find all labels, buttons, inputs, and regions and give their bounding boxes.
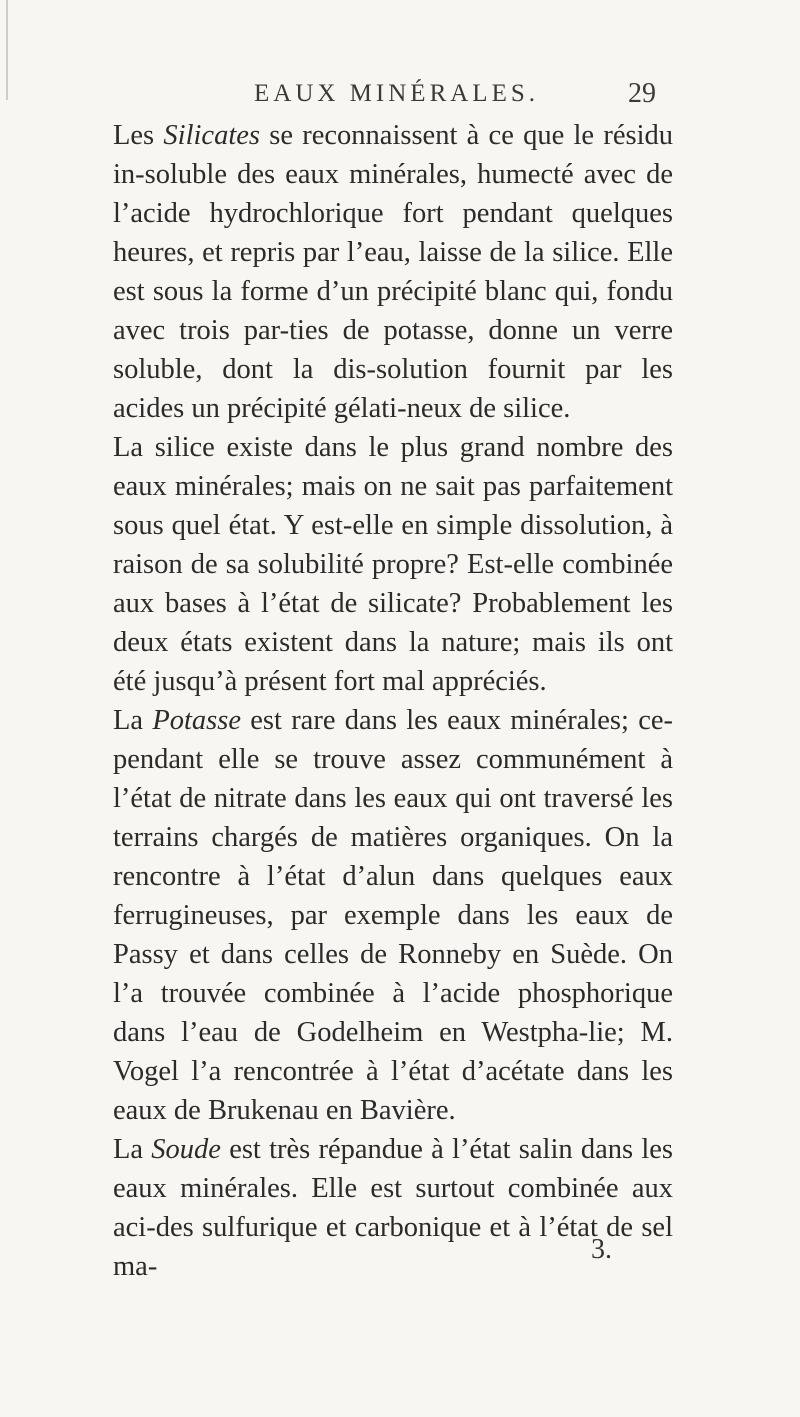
term-soude: Soude bbox=[151, 1134, 221, 1165]
body-text bbox=[113, 116, 673, 1286]
paragraph-soude: La Soude est très répandue à l’état salin dans les eaux minérales. Elle est surtout combinée aux aci-des sulfurique et carbonique et à l’état de sel ma- bbox=[113, 1134, 673, 1282]
paragraph-potasse: La Potasse est rare dans les eaux minérales; ce-pendant elle se trouve assez communément à l’état de nitrate dans les eaux qui ont traversé les terrains chargés de matières organiques. On la rencontre à l’état d’alun dans quelques eaux ferrugineuses, par exemple dans les eaux de Passy et dans celles de Ronneby en Suède. On l’a trouvée combinée à l’acide phosphorique dans l’eau de Godelheim en Westpha-lie; M. Vogel l’a rencontrée à l’état d’acétate dans les eaux de Brukenau en Bavière. bbox=[113, 705, 673, 1126]
paragraph-text: se reconnaissent à ce que le résidu in-soluble des eaux minérales, humecté avec de l’acide hydrochlorique fort pendant quelques heures, et repris par l’eau, laisse de la silice. Elle est sous la forme d’un précipité blanc qui, fondu avec trois par-ties de potasse, donne un verre soluble, dont la dis-solution fournit par les acides un précipité gélati-neux de silice. bbox=[113, 120, 673, 424]
paragraph-text: La silice existe dans le plus grand nombre des eaux minérales; mais on ne sait pas parfaitement sous quel état. Y est-elle en simple dissolution, à raison de sa solubilité propre? Est-elle combinée aux bases à l’état de silicate? Probablement les deux états existent dans la nature; mais ils ont été jusqu’à présent fort mal appréciés. bbox=[113, 432, 673, 697]
term-silicates: Silicates bbox=[163, 120, 260, 151]
term-potasse: Potasse bbox=[152, 705, 241, 736]
paragraph-text: est rare dans les eaux minérales; ce-pendant elle se trouve assez communément à l’état de nitrate dans les eaux qui ont traversé les terrains chargés de matières organiques. On la rencontre à l’état d’alun dans quelques eaux ferrugineuses, par exemple dans les eaux de Passy et dans celles de Ronneby en Suède. On l’a trouvée combinée à l’acide phosphorique dans l’eau de Godelheim en Westpha-lie; M. Vogel l’a rencontrée à l’état d’acétate dans les eaux de Brukenau en Bavière. bbox=[113, 705, 673, 1126]
signature-mark: 3. bbox=[591, 1234, 612, 1265]
paragraph-text: est très répandue à l’état salin dans les eaux minérales. Elle est surtout combinée aux aci-des sulfurique et carbonique et à l’état de sel ma- bbox=[113, 1134, 673, 1282]
running-title: EAUX MINÉRALES. bbox=[254, 80, 539, 107]
page-number: 29 bbox=[628, 78, 656, 109]
paragraph-silicates: Les Silicates se reconnaissent à ce que le résidu in-soluble des eaux minérales, humecté avec de l’acide hydrochlorique fort pendant quelques heures, et repris par l’eau, laisse de la silice. Elle est sous la forme d’un précipité blanc qui, fondu avec trois par-ties de potasse, donne un verre soluble, dont la dis-solution fournit par les acides un précipité gélati-neux de silice. bbox=[113, 120, 673, 424]
page-header bbox=[0, 80, 800, 116]
paragraph-silice bbox=[113, 428, 673, 701]
